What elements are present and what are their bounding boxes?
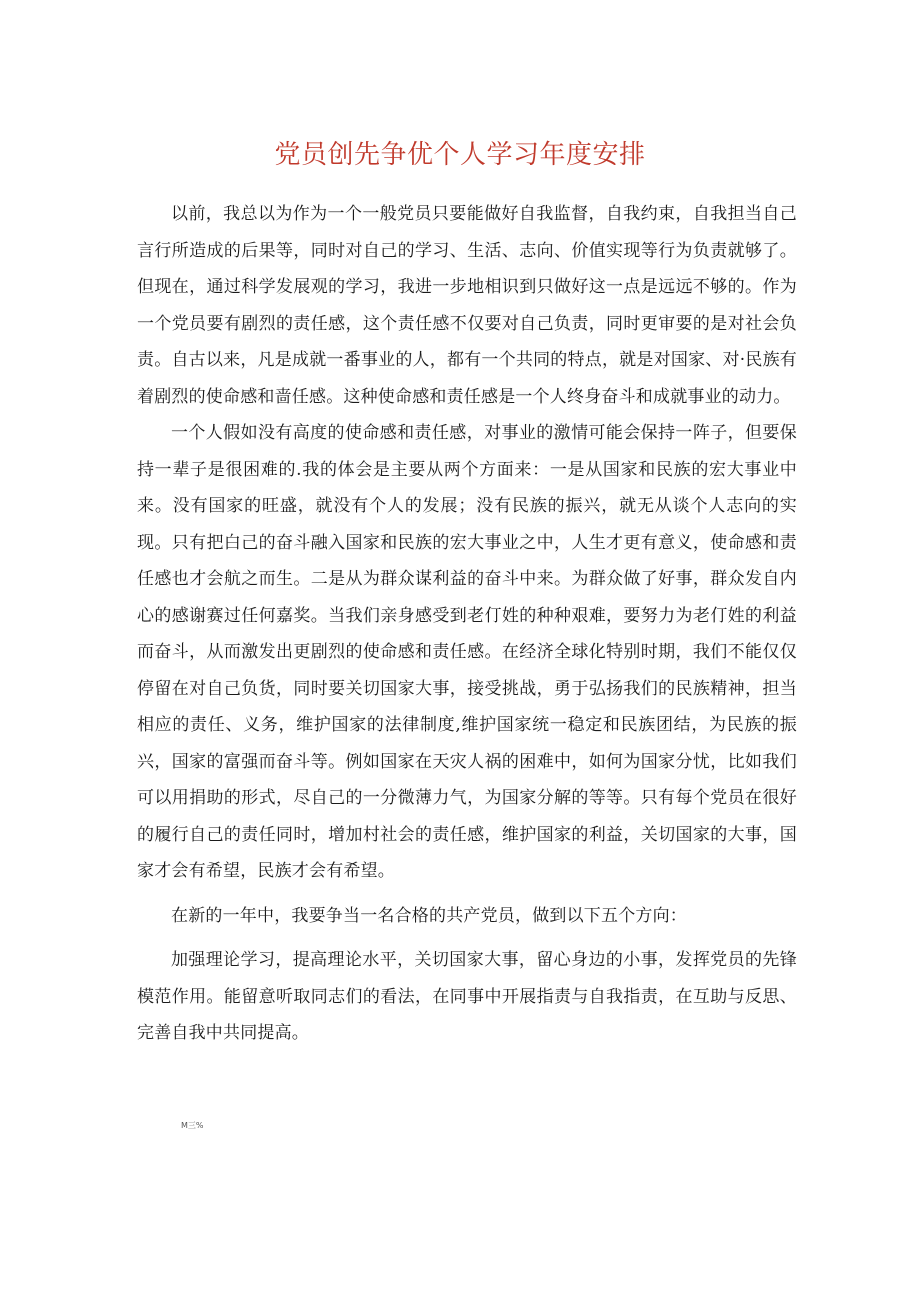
paragraph-1: 以前，我总以为作为一个一般党员只要能做好自我监督，自我约束，自我担当自己言行所造成的后果等，同时对自己的学习、生活、志向、价值实现等行为负责就够了。但现在，通过科学发展观的学习，我进一步地相识到只做好这一点是远远不够的。作为一个党员要有剧烈的责任感，这个责任感不仅要对自己负责，同时更审要的是对社会负责。自古以来，凡是成就一番事业的人，都有一个共同的特点，就是对国家、对·民族有着剧烈的使命感和啬任感。这种使命感和责任感是一个人终身奋斗和成就事业的动力。 <box>137 204 797 407</box>
paragraph-4: 加强理论学习，提高理论水平，关切国家大事，留心身边的小事，发挥党员的先锋模范作用。能留意听取同志们的看法，在同事中开展指责与自我指责，在互助与反思、完善自我中共同提高。 <box>137 950 797 1043</box>
paragraph-3: 在新的一年中，我要争当一名合格的共产党员，做到以下五个方向： <box>171 905 687 926</box>
paragraph-2: 一个人假如没有高度的使命感和责任感，对事业的激情可能会保持一阵子，但要保持一辈子是很困难的.我的体会是主要从两个方面来：一是从国家和民族的宏大事业中来。没有国家的旺盛，就没有个人的发展；没有民族的振兴，就无从谈个人志向的实现。只有把白己的奋斗融入国家和民族的宏大事业之中，人生才更有意义，使命感和责任感也才会航之而生。二是从为群众谋利益的奋斗中来。为群众做了好事，群众发自内心的感谢赛过任何嘉奖。当我们亲身感受到老仃姓的种种艰难，要努力为老仃姓的利益而奋斗，从而激发出更剧烈的使命感和责任感。在经济全球化特别时期，我们不能仅仅停留在对自己负货，同时要关切国家大事，接受挑战，勇于弘扬我们的民族精神，担当相应的责任、义务，维护国家的法律制度,维护国家统一稳定和民族团结，为民族的振兴，国家的富强而奋斗等。例如国家在天灾人祸的困难中，如何为国家分忧，比如我们可以用捐助的形式，尽自己的一分微薄力气，为国家分解的等等。只有每个党员在很好的履行自己的责任同时，增加村社会的责任感，维护国家的利益，关切国家的大事，国家才会有希望，民族才会有希望。 <box>137 423 797 881</box>
footer-mark: M三% <box>181 1121 204 1130</box>
document-body <box>137 196 797 1052</box>
document-title: 党员创先争优个人学习年度安排 <box>274 140 646 170</box>
